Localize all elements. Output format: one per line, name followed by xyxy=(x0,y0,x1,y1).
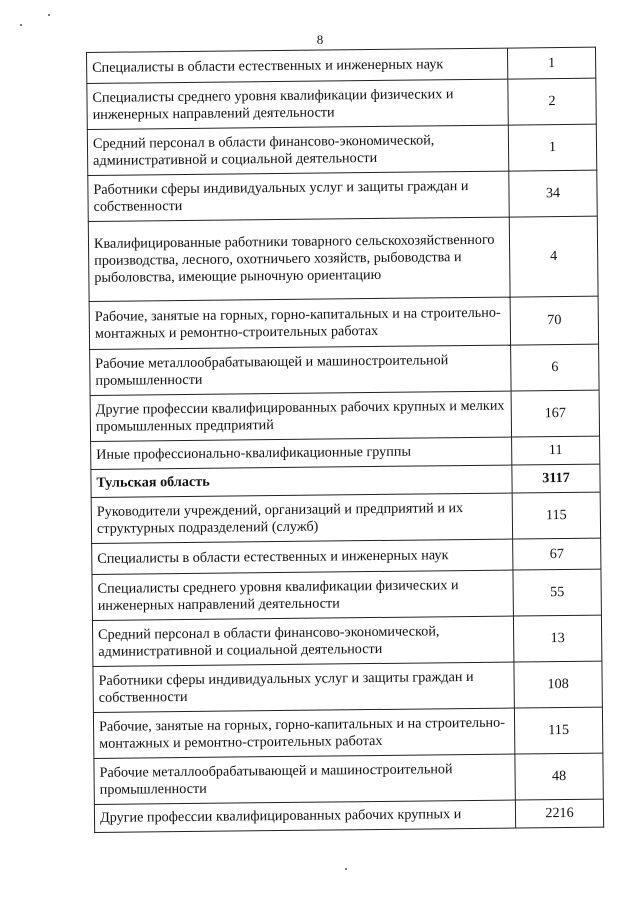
scan-speck xyxy=(20,24,22,26)
occupation-group-cell: Специалисты в области естественных и инженерных наук xyxy=(92,539,513,574)
table-row xyxy=(90,390,599,441)
count-cell: 167 xyxy=(511,390,599,437)
count-cell: 55 xyxy=(513,569,601,616)
table-row xyxy=(88,170,597,221)
count-cell: 4 xyxy=(509,216,598,297)
region-name-cell: Тульская область xyxy=(91,465,512,497)
count-cell: 115 xyxy=(512,492,600,539)
count-cell: 1 xyxy=(508,124,596,171)
occupation-group-cell: Средний персонал в области финансово-экономической, административной и социальной деятельности xyxy=(92,616,513,666)
occupation-table-body xyxy=(87,47,604,832)
occupation-group-cell: Другие профессии квалифицированных рабочих крупных и xyxy=(94,800,515,832)
count-cell: 67 xyxy=(513,538,601,570)
table-row xyxy=(87,78,596,129)
occupation-group-cell: Средний персонал в области финансово-экономической, административной и социальной деятельности xyxy=(87,125,508,175)
table-row xyxy=(93,661,602,712)
scan-speck xyxy=(345,868,347,870)
count-cell: 48 xyxy=(515,753,603,800)
count-cell: 11 xyxy=(512,436,600,465)
occupation-group-cell: Рабочие металлообрабатывающей и машиностроительной промышленности xyxy=(90,345,511,395)
occupation-group-cell: Рабочие, занятые на горных, горно-капитальных и на строительно-монтажных и ремонтно-строительных работах xyxy=(89,297,510,349)
occupation-group-cell: Работники сферы индивидуальных услуг и защиты граждан и собственности xyxy=(88,171,509,221)
table-row xyxy=(92,569,601,620)
occupation-group-cell: Специалисты среднего уровня квалификации физических и инженерных направлений деятельности xyxy=(92,570,513,620)
count-cell: 108 xyxy=(514,661,602,708)
occupation-group-cell: Рабочие, занятые на горных, горно-капитальных и на строительно-монтажных и ремонтно-строительных работах xyxy=(93,708,514,758)
table-row xyxy=(89,296,598,349)
occupation-table xyxy=(86,47,604,833)
count-cell: 6 xyxy=(511,344,599,391)
occupation-group-cell: Специалисты в области естественных и инженерных наук xyxy=(87,48,508,83)
occupation-group-cell: Иные профессионально-квалификационные группы xyxy=(91,437,512,469)
count-cell: 2216 xyxy=(515,799,603,828)
count-cell: 115 xyxy=(514,707,602,754)
count-cell: 2 xyxy=(508,78,596,125)
scan-speck xyxy=(48,14,50,16)
occupation-group-cell: Рабочие металлообрабатывающей и машиностроительной промышленности xyxy=(94,754,515,804)
region-total-value-cell: 3117 xyxy=(512,464,600,493)
table-row xyxy=(90,344,599,395)
count-cell: 13 xyxy=(513,615,601,662)
page-number: 8 xyxy=(316,32,324,47)
table-row xyxy=(94,753,603,804)
table-row xyxy=(88,216,598,301)
table-row xyxy=(94,799,603,832)
table-row xyxy=(87,124,596,175)
occupation-group-cell: Другие профессии квалифицированных рабочих крупных и мелких промышленных предприятий xyxy=(90,391,511,441)
occupation-group-cell: Руководители учреждений, организаций и предприятий и их структурных подразделений (служб) xyxy=(91,493,512,543)
table-row xyxy=(93,707,602,758)
occupation-group-cell: Квалифицированные работники товарного сельскохозяйственного производства, лесного, охотничьего хозяйств, рыбоводства и рыболовства, имеющие рыночную ориентацию xyxy=(88,217,510,301)
count-cell: 34 xyxy=(509,170,597,217)
table-row xyxy=(91,492,600,543)
table-row xyxy=(92,615,601,666)
occupation-group-cell: Специалисты среднего уровня квалификации физических и инженерных направлений деятельности xyxy=(87,79,508,129)
occupation-group-cell: Работники сферы индивидуальных услуг и защиты граждан и собственности xyxy=(93,662,514,712)
count-cell: 70 xyxy=(510,296,598,345)
count-cell: 1 xyxy=(507,47,595,79)
